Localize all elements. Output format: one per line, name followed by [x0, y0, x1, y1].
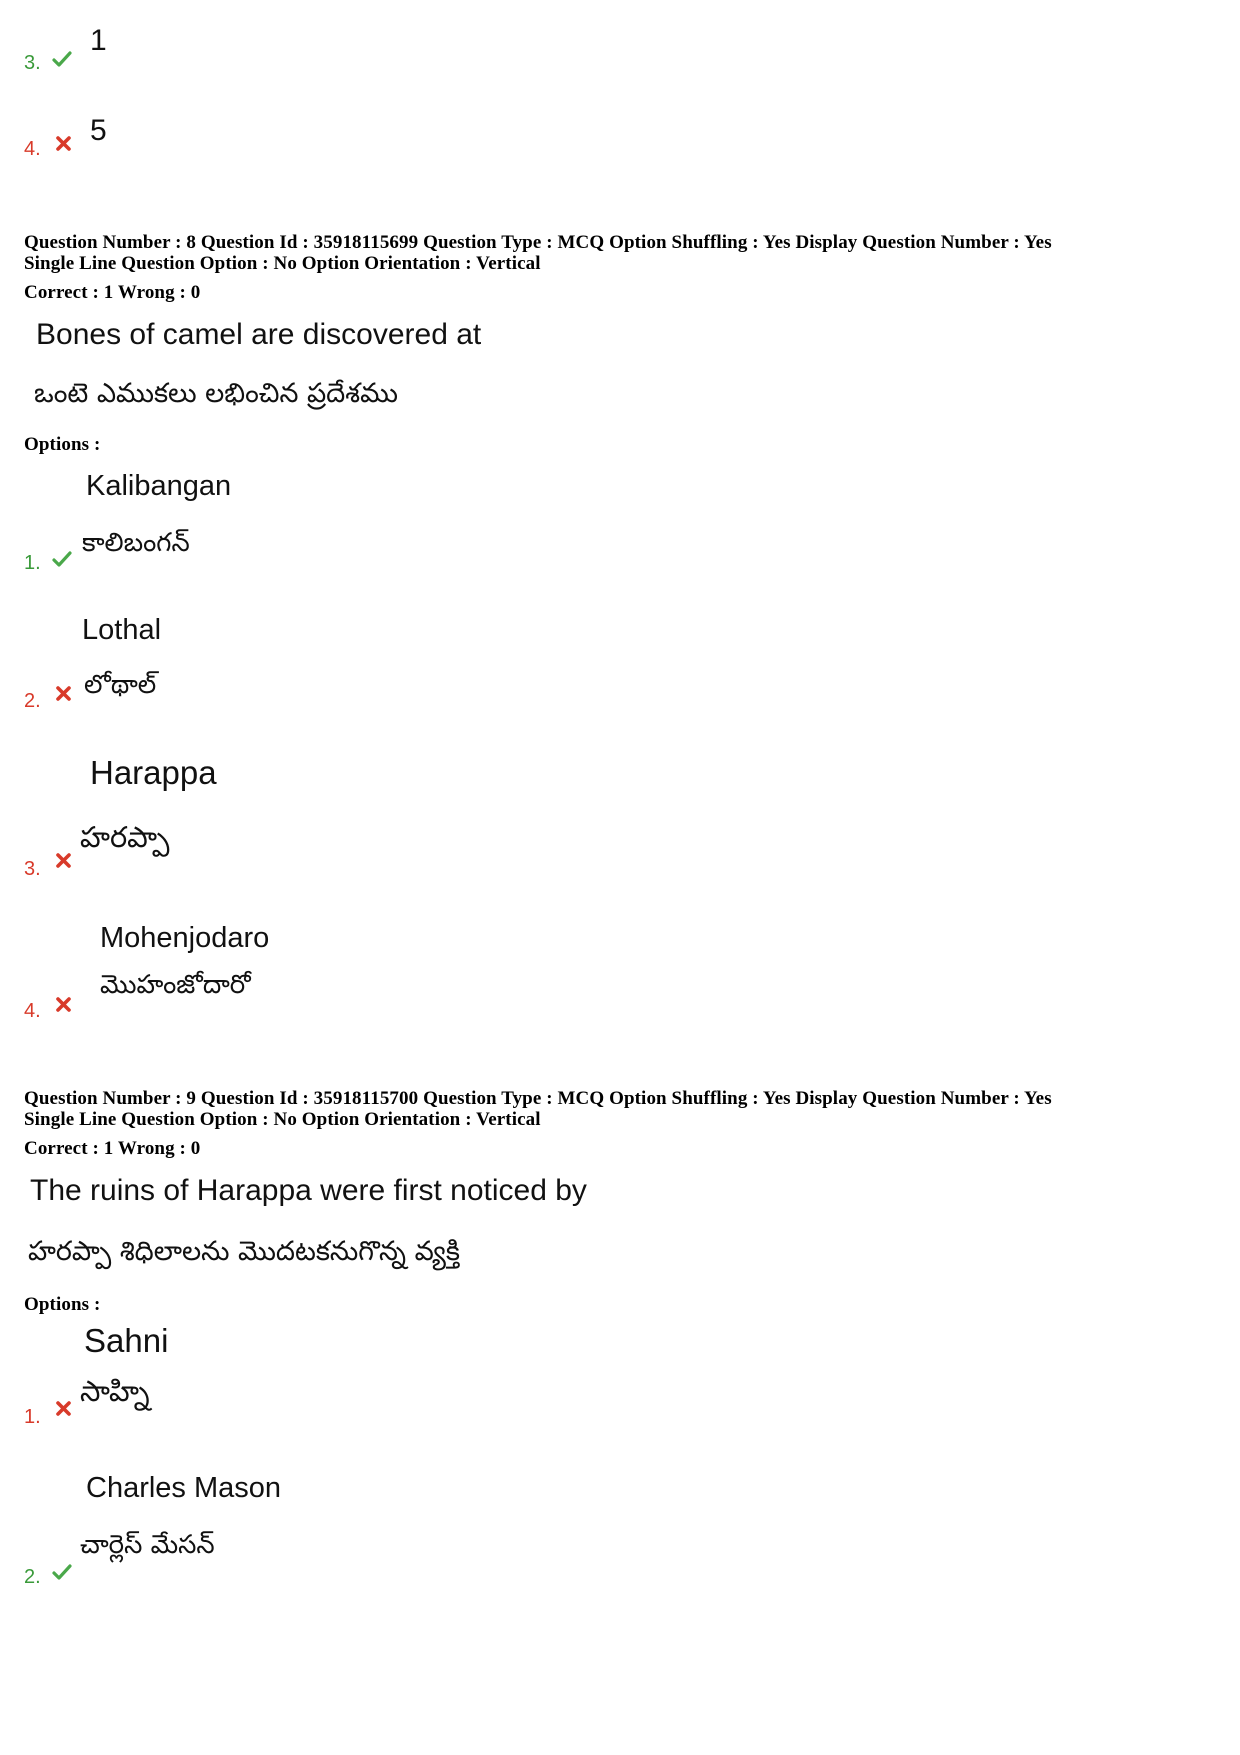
- option-text-english: Mohenjodaro: [100, 922, 270, 954]
- option-text-telugu: సాహ్ని: [80, 1374, 150, 1408]
- option-number: 3.: [24, 858, 41, 880]
- question-meta: Question Number : 9 Question Id : 35918115700 Question Type : MCQ Option Shuffling : Yes Display Question Number : Yes: [24, 1088, 1052, 1109]
- question-text-english: The ruins of Harappa were first noticed by: [30, 1174, 587, 1207]
- options-label: Options :: [24, 1294, 101, 1315]
- option-text-telugu: లోథాల్: [84, 670, 157, 700]
- option-text-english: Kalibangan: [86, 470, 232, 502]
- cross-icon: [54, 996, 74, 1014]
- marking-scheme: Correct : 1 Wrong : 0: [24, 1138, 201, 1159]
- option-number: 3.: [24, 52, 41, 74]
- question-text-telugu: హరప్పా శిధిలాలను మొదటకనుగొన్న వ్యక్తి: [28, 1236, 460, 1267]
- option-number: 1.: [24, 1406, 41, 1428]
- cross-icon: [54, 1400, 74, 1418]
- cross-icon: [54, 135, 74, 153]
- option-number: 4.: [24, 1000, 41, 1022]
- question-meta: Single Line Question Option : No Option Orientation : Vertical: [24, 1109, 541, 1130]
- option-text-telugu: మొహంజోదారో: [100, 970, 251, 1000]
- option-text-telugu: చార్లెస్ మేసన్: [80, 1530, 215, 1560]
- question-meta: Single Line Question Option : No Option Orientation : Vertical: [24, 253, 541, 274]
- option-number: 1.: [24, 552, 41, 574]
- option-text-english: Sahni: [84, 1322, 169, 1359]
- check-icon: [52, 50, 72, 68]
- option-text: 5: [90, 114, 107, 147]
- option-text-english: Lothal: [82, 614, 162, 646]
- question-text-telugu: ఒంటె ఎముకలు లభించిన ప్రదేశము: [34, 378, 399, 409]
- options-label: Options :: [24, 434, 101, 455]
- option-number: 4.: [24, 138, 41, 160]
- cross-icon: [54, 852, 74, 870]
- option-text-english: Charles Mason: [86, 1472, 282, 1504]
- cross-icon: [54, 685, 74, 703]
- check-icon: [52, 550, 72, 568]
- option-text-telugu: కాలిబంగన్: [82, 528, 190, 558]
- option-number: 2.: [24, 1566, 41, 1588]
- option-number: 2.: [24, 690, 41, 712]
- option-text-telugu: హరప్పా: [80, 820, 170, 854]
- question-text-english: Bones of camel are discovered at: [36, 318, 482, 351]
- question-meta: Question Number : 8 Question Id : 35918115699 Question Type : MCQ Option Shuffling : Yes Display Question Number : Yes: [24, 232, 1052, 253]
- marking-scheme: Correct : 1 Wrong : 0: [24, 282, 201, 303]
- check-icon: [52, 1563, 72, 1581]
- option-text-english: Harappa: [90, 754, 217, 791]
- option-text: 1: [90, 24, 107, 57]
